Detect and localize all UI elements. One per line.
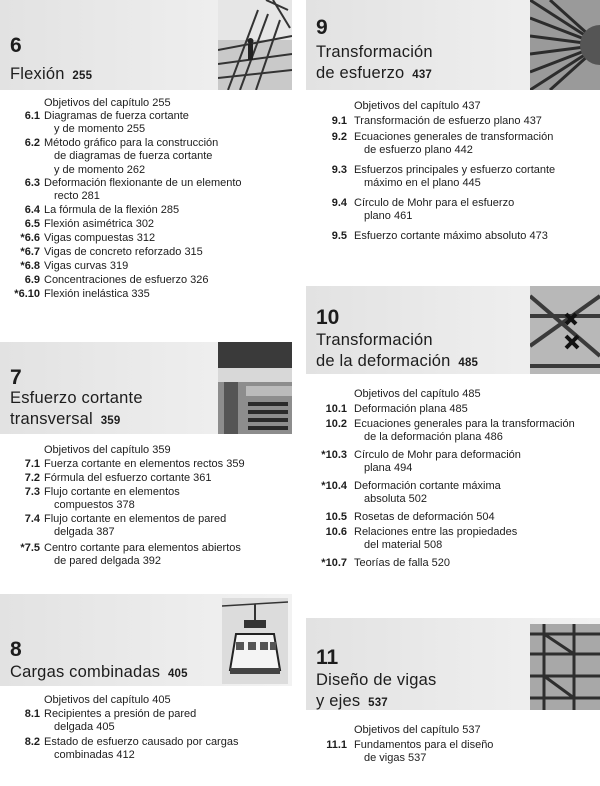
entry-text: Vigas compuestas 312: [44, 232, 156, 244]
entry-text: Método gráfico para la construcción: [44, 137, 219, 149]
entry-number: 6.1: [24, 110, 40, 122]
entry-text: Relaciones entre las propiedades: [354, 526, 518, 538]
chapter-image: [530, 624, 600, 710]
entry-text: de diagramas de fuerza cortante: [54, 150, 213, 163]
entry-text: máximo en el plano 445: [364, 177, 481, 190]
chapter-title-text: y ejes: [316, 692, 361, 710]
chapter-page: 537: [368, 697, 388, 709]
entry-number: 11.1: [326, 739, 347, 751]
entry-text: Flujo cortante en elementos: [44, 486, 180, 498]
chapter-number: 8: [10, 638, 22, 661]
entry-text: Círculo de Mohr para deformación: [354, 449, 521, 461]
chapter-number: 7: [10, 366, 22, 389]
entry-text: delgada 405: [54, 721, 115, 734]
entry-number: 10.6: [325, 526, 347, 538]
chapter-title-text: Esfuerzo cortante: [10, 389, 143, 407]
entry-text: Recipientes a presión de pared: [44, 708, 197, 720]
entry-number: *10.4: [321, 480, 347, 492]
chapter-title: [10, 662, 188, 685]
chapter-number: 9: [316, 16, 328, 39]
chapter-8: [0, 594, 292, 786]
entry-number: 7.2: [24, 472, 40, 484]
chapter-image: [530, 286, 600, 374]
chapter-page: 359: [100, 415, 121, 427]
entry-text: Deformación cortante máxima: [354, 480, 501, 492]
entry-number: *6.10: [14, 288, 40, 300]
entry-number: 7.4: [24, 513, 40, 525]
entry-text: Esfuerzos principales y esfuerzo cortante: [354, 164, 556, 176]
entry-text: compuestos 378: [54, 499, 135, 512]
entry-text: y de momento 255: [54, 123, 146, 136]
entry-number: 9.4: [331, 197, 347, 209]
entry-number: 9.3: [331, 164, 347, 176]
chapter-number: 6: [10, 34, 22, 57]
entry-text: Rosetas de deformación 504: [354, 511, 495, 523]
chapter-image: [218, 0, 292, 90]
toc-list: [306, 90, 600, 260]
entry-text: combinadas 412: [54, 749, 135, 762]
entry-number: 8.1: [24, 708, 40, 720]
toc-list: [306, 710, 600, 780]
entry-text: Vigas de concreto reforzado 315: [44, 246, 203, 258]
entry-number: 8.2: [24, 736, 40, 748]
chapter-title-text: de la deformación: [316, 352, 451, 370]
entry-text: La fórmula de la flexión 285: [44, 204, 180, 216]
chapter-title: [10, 64, 92, 87]
entry-number: 6.9: [24, 274, 40, 286]
entry-number: *7.5: [20, 542, 40, 554]
chapter-title-text: transversal: [10, 410, 93, 428]
chapter-header: [306, 286, 600, 374]
chapter-page: 437: [412, 69, 433, 81]
entry-text: Deformación plana 485: [354, 403, 468, 415]
entry-text: absoluta 502: [364, 493, 427, 506]
chapter-page: 405: [167, 668, 188, 680]
toc-list: [0, 434, 292, 594]
chapter-header: [0, 342, 292, 434]
entry-text: Flexión inelástica 335: [44, 288, 150, 300]
entry-number: *6.7: [20, 246, 40, 258]
toc-list: [0, 686, 292, 786]
chapter-title-text: Cargas combinadas: [10, 663, 161, 681]
entry-text: Flujo cortante en elementos de pared: [44, 513, 227, 525]
entry-text: de esfuerzo plano 442: [364, 144, 473, 157]
chapter-image: [222, 598, 288, 684]
entry-number: 6.5: [24, 218, 40, 230]
entry-text: Estado de esfuerzo causado por cargas: [44, 736, 239, 748]
entry-text: Ecuaciones generales para la transformación: [354, 418, 575, 430]
entry-text: de vigas 537: [364, 752, 427, 765]
entry-text: Teorías de falla 520: [354, 557, 451, 569]
entry-text: recto 281: [54, 190, 100, 203]
entry-number: 10.1: [325, 403, 347, 415]
entry-number: 10.5: [325, 511, 347, 523]
entry-number: *6.6: [20, 232, 40, 244]
entry-number: 10.2: [325, 418, 347, 430]
entry-number: 6.2: [24, 137, 40, 149]
entry-number: *6.8: [20, 260, 40, 272]
entry-number: 9.5: [331, 230, 347, 242]
entry-text: Fuerza cortante en elementos rectos 359: [44, 458, 245, 470]
entry-text: Objetivos del capítulo 485: [354, 388, 481, 400]
chapter-image: [530, 0, 600, 90]
entry-text: Transformación de esfuerzo plano 437: [354, 115, 542, 127]
chapter-image: [218, 342, 292, 434]
entry-text: Flexión asimétrica 302: [44, 218, 155, 230]
chapter-title-text: Transformación: [316, 331, 433, 349]
chapter-title: [10, 388, 143, 432]
chapter-11: [306, 618, 600, 780]
entry-number: *10.7: [321, 557, 347, 569]
entry-text: Centro cortante para elementos abiertos: [44, 542, 241, 554]
chapter-title: [316, 42, 433, 86]
chapter-number: 11: [316, 646, 339, 669]
entry-text: Objetivos del capítulo 405: [44, 694, 171, 706]
entry-text: Deformación flexionante de un elemento: [44, 177, 242, 189]
chapter-9: [306, 0, 600, 260]
entry-number: 6.3: [24, 177, 40, 189]
chapter-title: [316, 670, 436, 714]
entry-text: Objetivos del capítulo 359: [44, 444, 171, 456]
entry-number: 7.1: [24, 458, 40, 470]
chapter-6: [0, 0, 292, 340]
entry-number: 6.4: [24, 204, 40, 216]
entry-text: Fórmula del esfuerzo cortante 361: [44, 472, 212, 484]
chapter-10: [306, 286, 600, 594]
entry-text: Diagramas de fuerza cortante: [44, 110, 189, 122]
chapter-header: [0, 0, 292, 90]
entry-text: plano 461: [364, 210, 413, 223]
entry-text: delgada 387: [54, 526, 115, 539]
chapter-title-text: Diseño de vigas: [316, 671, 437, 689]
entry-text: Círculo de Mohr para el esfuerzo: [354, 197, 515, 209]
entry-text: Objetivos del capítulo 437: [354, 100, 481, 112]
chapter-7: [0, 342, 292, 594]
entry-number: 9.1: [331, 115, 347, 127]
chapter-title-text: Flexión: [10, 65, 65, 83]
entry-text: Vigas curvas 319: [44, 260, 129, 272]
chapter-title-text: Transformación: [316, 43, 433, 61]
chapter-header: [306, 0, 600, 90]
entry-text: Ecuaciones generales de transformación: [354, 131, 554, 143]
chapter-page: 485: [458, 357, 479, 369]
entry-number: *10.3: [321, 449, 347, 461]
chapter-title-text: de esfuerzo: [316, 64, 405, 82]
toc-list: [0, 90, 292, 340]
entry-text: plana 494: [364, 462, 413, 475]
right-column: [306, 0, 600, 765]
entry-number: 7.3: [24, 486, 40, 498]
entry-text: Fundamentos para el diseño: [354, 739, 494, 751]
left-column: [0, 0, 292, 762]
chapter-page: 255: [72, 70, 93, 82]
chapter-number: 10: [316, 306, 340, 329]
entry-text: y de momento 262: [54, 163, 146, 176]
entry-number: 9.2: [331, 131, 347, 143]
entry-text: Objetivos del capítulo 537: [354, 724, 481, 736]
entry-text: de pared delgada 392: [54, 555, 162, 568]
entry-text: de la deformación plana 486: [364, 431, 503, 444]
entry-text: Esfuerzo cortante máximo absoluto 473: [354, 230, 548, 242]
chapter-header: [306, 618, 600, 710]
chapter-title: [316, 330, 478, 374]
entry-text: Concentraciones de esfuerzo 326: [44, 274, 209, 286]
toc-list: [306, 374, 600, 594]
entry-text: del material 508: [364, 539, 443, 552]
entry-text: Objetivos del capítulo 255: [44, 97, 171, 109]
chapter-header: [0, 594, 292, 686]
